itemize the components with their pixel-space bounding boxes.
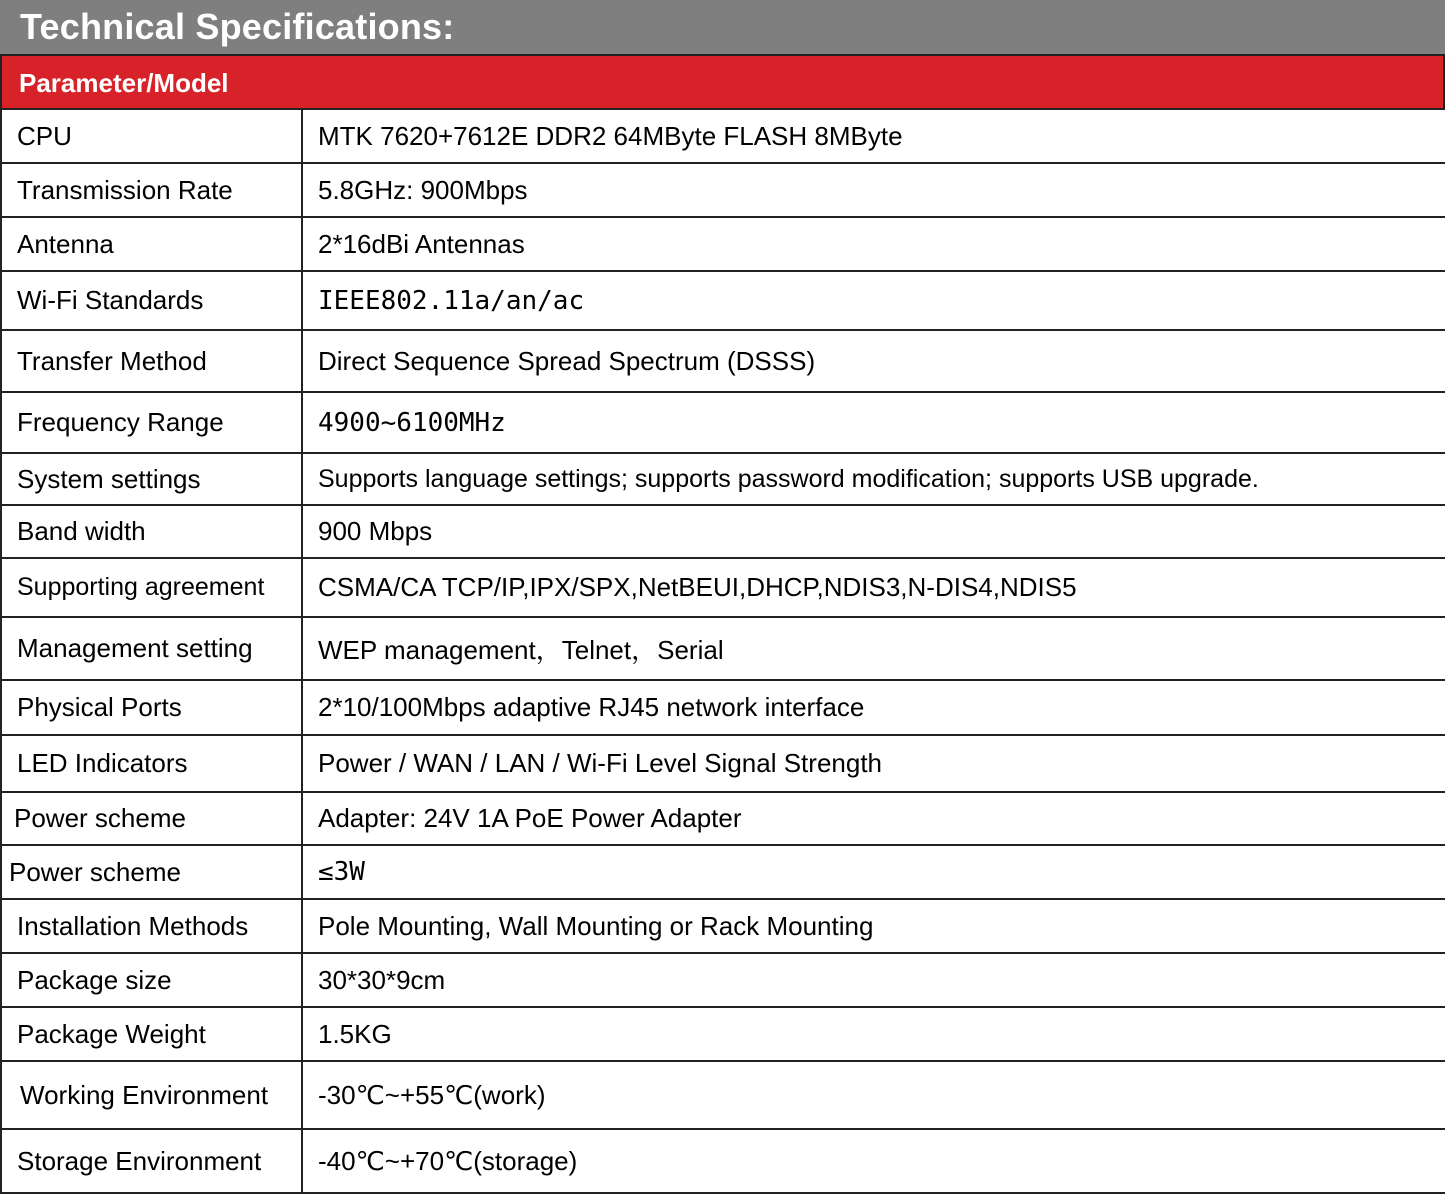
param-value: ≤3W [302, 845, 1445, 899]
table-row [1, 845, 1445, 899]
table-row [1, 1061, 1445, 1129]
param-label: Package size [1, 953, 302, 1007]
param-value: Adapter: 24V 1A PoE Power Adapter [302, 792, 1445, 845]
table-row [1, 505, 1445, 558]
param-label: LED Indicators [1, 735, 302, 792]
param-value: Direct Sequence Spread Spectrum (DSSS) [302, 330, 1445, 392]
param-value: 900 Mbps [302, 505, 1445, 558]
param-value: 30*30*9cm [302, 953, 1445, 1007]
param-value: IEEE802.11a/an/ac [302, 271, 1445, 330]
param-label: Storage Environment [1, 1129, 302, 1193]
param-label: Antenna [1, 217, 302, 271]
table-row [1, 271, 1445, 330]
table-row [1, 453, 1445, 505]
table-header: Parameter/Model [0, 54, 1445, 108]
param-label: CPU [1, 109, 302, 163]
table-row [1, 953, 1445, 1007]
param-value: 5.8GHz: 900Mbps [302, 163, 1445, 217]
table-row [1, 735, 1445, 792]
table-row [1, 899, 1445, 953]
table-row [1, 392, 1445, 453]
param-label: Physical Ports [1, 680, 302, 735]
specs-table [0, 108, 1445, 1194]
param-label: Package Weight [1, 1007, 302, 1061]
param-label: Wi-Fi Standards [1, 271, 302, 330]
param-label: Transfer Method [1, 330, 302, 392]
table-row [1, 680, 1445, 735]
param-label: Supporting agreement [1, 558, 302, 617]
param-label: System settings [1, 453, 302, 505]
param-value: WEP management，Telnet，Serial [302, 617, 1445, 680]
table-row [1, 792, 1445, 845]
table-row [1, 1007, 1445, 1061]
table-row [1, 330, 1445, 392]
param-label: Transmission Rate [1, 163, 302, 217]
param-value: MTK 7620+7612E DDR2 64MByte FLASH 8MByte [302, 109, 1445, 163]
param-label: Band width [1, 505, 302, 558]
param-value: 4900~6100MHz [302, 392, 1445, 453]
param-label: Power scheme [1, 792, 302, 845]
param-label: Frequency Range [1, 392, 302, 453]
table-row [1, 109, 1445, 163]
param-value: Power / WAN / LAN / Wi-Fi Level Signal Strength [302, 735, 1445, 792]
param-value: 2*16dBi Antennas [302, 217, 1445, 271]
param-label: Installation Methods [1, 899, 302, 953]
table-row [1, 617, 1445, 680]
param-value: Pole Mounting, Wall Mounting or Rack Mounting [302, 899, 1445, 953]
param-label: Management setting [1, 617, 302, 680]
table-row [1, 558, 1445, 617]
table-row [1, 1129, 1445, 1193]
param-label: Power scheme [1, 845, 302, 899]
param-value: CSMA/CA TCP/IP,IPX/SPX,NetBEUI,DHCP,NDIS3,N-DIS4,NDIS5 [302, 558, 1445, 617]
param-value: Supports language settings; supports password modification; supports USB upgrade. [302, 453, 1445, 505]
page-title: Technical Specifications: [0, 0, 1445, 54]
param-label: Working Environment [1, 1061, 302, 1129]
table-row [1, 217, 1445, 271]
param-value: -40℃~+70℃(storage) [302, 1129, 1445, 1193]
param-value: -30℃~+55℃(work) [302, 1061, 1445, 1129]
table-row [1, 163, 1445, 217]
param-value: 1.5KG [302, 1007, 1445, 1061]
param-value: 2*10/100Mbps adaptive RJ45 network interface [302, 680, 1445, 735]
